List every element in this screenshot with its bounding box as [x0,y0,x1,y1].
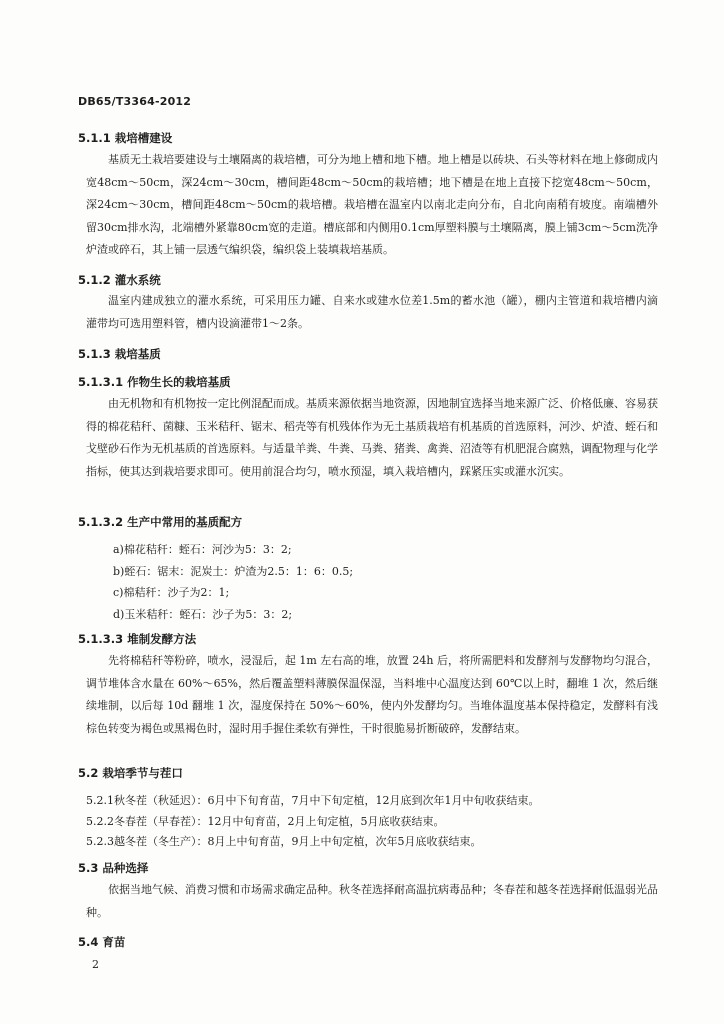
section-paragraph-5-1-3-3: 先将棉秸秆等粉碎，喷水，浸湿后，起 1m 左右高的堆，放置 24h 后，将所需肥料和发酵剂与发酵物均匀混合，调节堆体含水量在 60%～65%，然后覆盖塑料薄膜保温保湿，当料堆中心温度达到 60℃以上时，翻堆 1 次，然后继续堆制，以后每 10d 翻堆 1 次，湿度保持在 50%～60%，使内外发酵均匀。当堆体温度基本保持稳定，发酵料有浅棕色转变为褐色或黑褐色时，湿时用手握住柔软有弹性，干时很脆易折断破碎，发酵结束。 [86,654,658,735]
season-item: 5.2.1秋冬茬（秋延迟）：6月中下旬育苗，7月中下旬定植，12月底到次年1月中旬收获结束。 [86,794,540,807]
section-paragraph-5-3: 依据当地气候、消费习惯和市场需求确定品种。秋冬茬选择耐高温抗病毒品种；冬春茬和越冬茬选择耐低温弱光品种。 [86,883,658,919]
section-heading-5-1-2: 5.1.2 灌水系统 [78,273,161,287]
section-heading-5-1-3: 5.1.3 栽培基质 [78,347,161,361]
section-heading-5-1-1: 5.1.1 栽培槽建设 [78,131,173,145]
section-paragraph-5-1-1: 基质无土栽培要建设与土壤隔离的栽培槽，可分为地上槽和地下槽。地上槽是以砖块、石头等材料在地上修砌成内宽48cm～50cm，深24cm～30cm，槽间距48cm～50cm的栽培槽；地下槽是在地上直接下挖宽48cm～50cm，深24cm～30cm，槽间距48cm～50cm的栽培槽。栽培槽在温室内以南北走向分布，自北向南稍有坡度。南端槽外留30cm排水沟，北端槽外紧靠80cm宽的走道。槽底部和内侧用0.1cm厚塑料膜与土壤隔离，膜上铺3cm～5cm洗净炉渣或碎石，其上铺一层透气编织袋，编织袋上装填栽培基质。 [86,153,658,256]
section-heading-5-1-3-1: 5.1.3.1 作物生长的栽培基质 [78,375,231,389]
season-item: 5.2.2冬春茬（早春茬）：12月中旬育苗，2月上旬定植，5月底收获结束。 [86,815,445,828]
formula-item: d)玉米秸秆：蛭石：沙子为5：3：2; [113,608,293,621]
formula-item: c)棉秸秆：沙子为2：1; [113,586,230,599]
page-number: 2 [92,958,99,971]
document-code: DB65/T3364-2012 [78,95,192,108]
formula-item: a)棉花秸秆：蛭石：河沙为5：3：2; [113,543,292,556]
section-paragraph-5-1-2: 温室内建成独立的灌水系统，可采用压力罐、自来水或建水位差1.5m的蓄水池（罐），棚内主管道和栽培槽内滴灌带均可选用塑料管，槽内设滴灌带1～2条。 [86,294,658,330]
season-item: 5.2.3越冬茬（冬生产）：8月上中旬育苗，9月上中旬定植，次年5月底收获结束。 [86,835,482,848]
section-heading-5-1-3-3: 5.1.3.3 堆制发酵方法 [78,632,197,646]
section-heading-5-4: 5.4 育苗 [78,935,126,949]
formula-item: b)蛭石：锯末：泥炭土：炉渣为2.5：1：6：0.5; [113,565,354,578]
section-heading-5-3: 5.3 品种选择 [78,861,149,875]
section-heading-5-1-3-2: 5.1.3.2 生产中常用的基质配方 [78,515,243,529]
section-heading-5-2: 5.2 栽培季节与茬口 [78,766,183,780]
section-paragraph-5-1-3-1: 由无机物和有机物按一定比例混配而成。基质来源依据当地资源，因地制宜选择当地来源广泛、价格低廉、容易获得的棉花秸秆、菌糠、玉米秸秆、锯末、稻壳等有机残体作为无土基质栽培有机基质的首选原料，河沙、炉渣、蛭石和戈壁砂石作为无机基质的首选原料。与适量羊粪、牛粪、马粪、猪粪、禽粪、沼渣等有机肥混合腐熟，调配物理与化学指标，使其达到栽培要求即可。使用前混合均匀，喷水预湿，填入栽培槽内，踩紧压实或灌水沉实。 [86,397,658,478]
